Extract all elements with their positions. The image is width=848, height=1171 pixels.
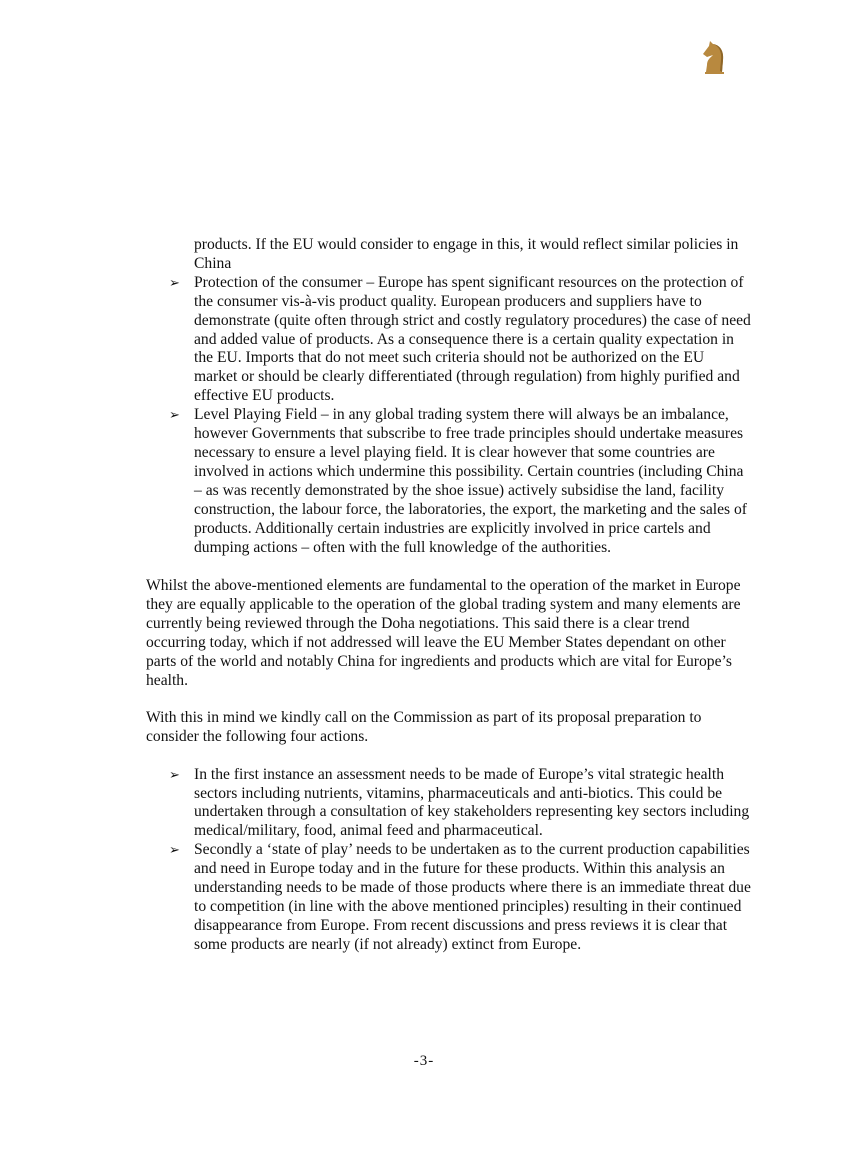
- arrow-bullet-icon: ➢: [169, 274, 180, 290]
- list-item: [146, 841, 751, 954]
- body-paragraph: Whilst the above-mentioned elements are fundamental to the operation of the market in Europe they are equally applicable to the operation of the global trading system and many elements are currently being reviewed through the Doha negotiations. This said there is a clear trend occurring today, which if not addressed will leave the EU Member States dependant on other parts of the world and notably China for ingredients and products which are vital for Europe’s health.: [146, 577, 741, 689]
- page-number: -3-: [413, 1053, 435, 1069]
- letter-body: [146, 236, 751, 955]
- actions-list: [146, 766, 751, 955]
- chess-knight-icon: [697, 38, 729, 76]
- list-item: [146, 766, 751, 842]
- arrow-bullet-icon: ➢: [169, 842, 180, 858]
- list-item-text: In the first instance an assessment needs to be made of Europe’s vital strategic health sectors including nutrients, vitamins, pharmaceuticals and anti-biotics. This could be undertaken through a consultation of key stakeholders representing key sectors including medical/military, food, animal feed and pharmaceutical.: [194, 765, 750, 840]
- principles-list: [146, 274, 751, 558]
- continued-bullet-text: products. If the EU would consider to engage in this, it would reflect similar policies in China: [194, 236, 739, 272]
- list-item-text: Protection of the consumer – Europe has spent significant resources on the protection of the consumer vis-à-vis product quality. European producers and suppliers have to demonstrate (quite often through strict and costly regulatory procedures) the case of need and added value of products. As a consequence there is a certain quality expectation in the EU. Imports that do not meet such criteria should not be authorized on the EU market or should be clearly differentiated (through regulation) from highly purified and effective EU products.: [194, 273, 751, 405]
- arrow-bullet-icon: ➢: [169, 766, 180, 782]
- arrow-bullet-icon: ➢: [169, 407, 180, 423]
- body-paragraph: With this in mind we kindly call on the Commission as part of its proposal preparation to consider the following four actions.: [146, 708, 702, 745]
- list-item: [146, 274, 751, 406]
- list-item-text: Secondly a ‘state of play’ needs to be undertaken as to the current production capabilities and need in Europe today and in the future for these products. Within this analysis an understanding needs to be made of those products where there is an immediate threat due to competition (in line with the above mentioned principles) resulting in their continued disappearance from Europe. From recent discussions and press reviews it is clear that some products are nearly (if not already) extinct from Europe.: [194, 841, 751, 953]
- list-item: [146, 406, 751, 557]
- list-item-text: Level Playing Field – in any global trading system there will always be an imbalance, however Governments that subscribe to free trade principles should undertake measures necessary to ensure a level playing field. It is clear however that some countries are involved in actions which undermine this possibility. Certain countries (including China – as was recently demonstrated by the shoe issue) actively subsidise the land, facility construction, the labour force, the laboratories, the export, the marketing and the sales of products. Additionally certain industries are explicitly involved in price cartels and dumping actions – often with the full knowledge of the authorities.: [194, 406, 747, 556]
